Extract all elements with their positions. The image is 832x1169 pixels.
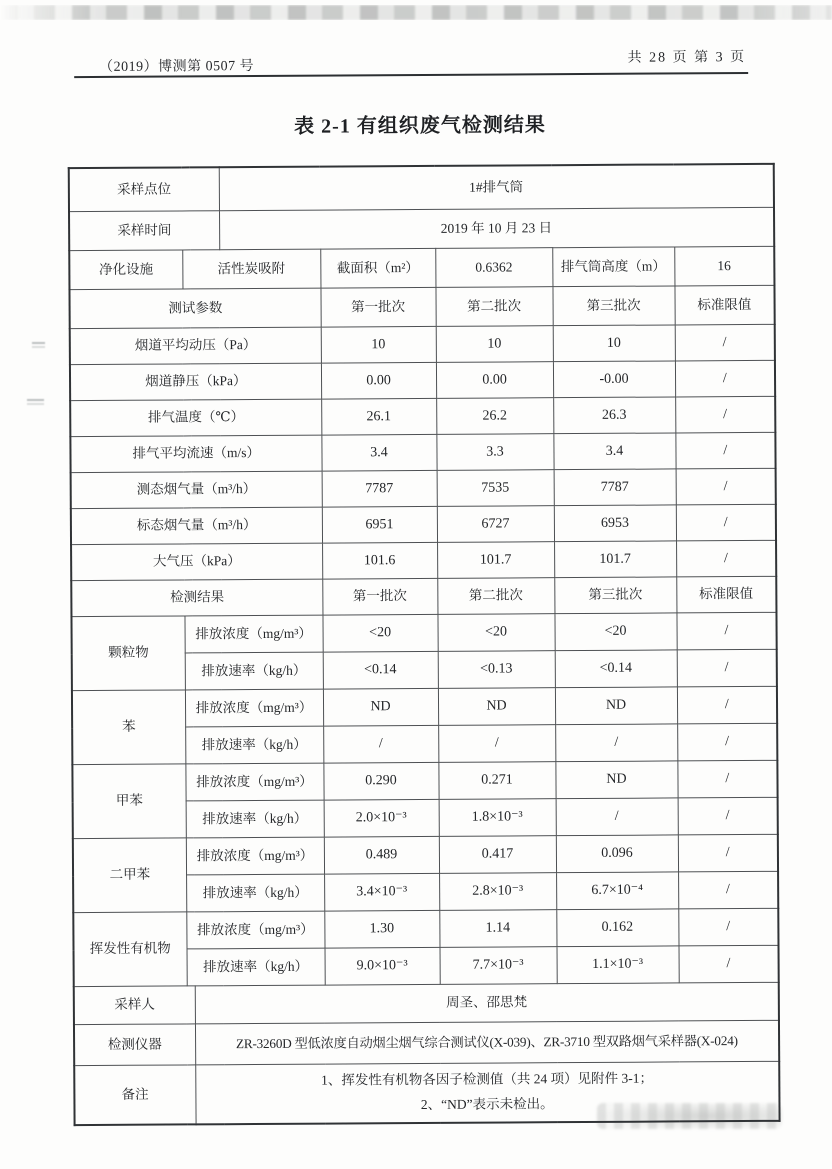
param-value-limit: /: [675, 324, 775, 361]
value-b3: <20: [554, 613, 676, 651]
value-b2: 1.8×10⁻³: [439, 799, 556, 837]
metric-label: 排放速率（kg/h）: [187, 948, 325, 986]
param-value-b3: 6953: [554, 505, 676, 542]
instrument-label: 检测仪器: [74, 1024, 195, 1066]
param-value-b2: 26.2: [436, 398, 553, 435]
params-batch1-header: 第一批次: [320, 287, 435, 327]
value-b2: 1.14: [439, 910, 556, 948]
value-b1: 0.489: [324, 836, 439, 874]
param-label: 烟道静压（kPa）: [70, 363, 321, 401]
param-label: 烟道平均动压（Pa）: [70, 327, 321, 365]
param-label: 标态烟气量（m³/h）: [71, 507, 322, 545]
remarks-label: 备注: [74, 1065, 195, 1125]
param-value-b3: -0.00: [553, 361, 675, 398]
value-b2: 7.7×10⁻³: [440, 947, 557, 985]
metric-label: 排放浓度（mg/m³）: [186, 911, 324, 949]
value-b3: ND: [555, 687, 677, 725]
stack-height-label: 排气筒高度（m）: [552, 247, 674, 287]
sampling-time-label: 采样时间: [69, 211, 219, 251]
table-title: 表 2-1 有组织废气检测结果: [294, 114, 546, 138]
param-value-b1: 0.00: [321, 362, 436, 399]
param-value-b1: 101.6: [322, 542, 437, 579]
row-param-measured-flow: [71, 468, 776, 508]
value-b2: 2.8×10⁻³: [439, 873, 556, 911]
value-b2: /: [438, 725, 555, 763]
metric-label: 排放浓度（mg/m³）: [185, 763, 323, 801]
value-b1: /: [323, 725, 438, 763]
value-limit: /: [678, 797, 778, 835]
row-benzene-concentration: [72, 686, 777, 727]
params-header-label: 测试参数: [69, 288, 320, 329]
param-value-b1: 7787: [322, 470, 437, 507]
row-voc-concentration: [73, 908, 778, 949]
sampling-point-label: 采样点位: [69, 167, 219, 211]
doc-number: （2019）博测第 0507 号: [99, 59, 255, 75]
scan-mark-left-1: [32, 342, 45, 344]
remarks-value: [195, 1061, 779, 1124]
value-b1: ND: [323, 688, 438, 726]
param-value-limit: /: [675, 396, 775, 433]
param-value-b1: 6951: [322, 506, 437, 543]
purification-label: 净化设施: [69, 250, 182, 290]
results-batch2-header: 第二批次: [437, 578, 554, 615]
value-b3: 1.1×10⁻³: [557, 946, 679, 984]
row-remarks: [74, 1061, 779, 1125]
param-value-limit: /: [676, 504, 776, 541]
metric-label: 排放速率（kg/h）: [185, 726, 323, 764]
value-limit: /: [678, 908, 778, 946]
params-limit-header: 标准限值: [674, 285, 774, 325]
value-b2: <0.13: [438, 651, 555, 689]
row-param-atmos-pressure: [71, 540, 776, 580]
report-table: [68, 163, 781, 1126]
value-b1: 0.290: [323, 762, 438, 800]
value-b3: /: [555, 724, 677, 762]
value-b1: 2.0×10⁻³: [324, 799, 439, 837]
pollutant-name: 二甲苯: [73, 838, 186, 913]
pollutant-name: 挥发性有机物: [73, 912, 186, 987]
value-b2: 0.417: [439, 836, 556, 874]
param-label: 排气平均流速（m/s）: [70, 435, 321, 473]
row-param-standard-flow: [71, 504, 776, 544]
row-param-velocity: [70, 432, 775, 472]
metric-label: 排放速率（kg/h）: [185, 652, 323, 690]
remark-line-2: 2、“ND”表示未检出。: [420, 1096, 554, 1113]
param-label: 测态烟气量（m³/h）: [71, 471, 322, 509]
sampler-label: 采样人: [74, 986, 195, 1025]
metric-label: 排放速率（kg/h）: [186, 874, 324, 912]
param-value-b1: 3.4: [321, 434, 436, 471]
params-batch3-header: 第三批次: [552, 286, 674, 326]
sampler-value: 周圣、邵思梵: [195, 982, 779, 1024]
value-b2: <20: [437, 614, 554, 652]
value-limit: /: [679, 945, 779, 983]
row-params-header: [69, 285, 774, 328]
value-limit: /: [677, 686, 777, 724]
value-b1: <20: [322, 614, 437, 652]
sampling-point-value: 1#排气筒: [219, 164, 774, 211]
value-limit: /: [677, 723, 777, 761]
value-limit: /: [676, 612, 776, 650]
param-value-limit: /: [675, 360, 775, 397]
row-param-temperature: [70, 396, 775, 436]
stack-height-value: 16: [674, 246, 774, 286]
param-value-b2: 0.00: [436, 362, 553, 399]
row-particulate-concentration: [71, 612, 776, 653]
row-sampling-point: [69, 164, 774, 212]
value-b1: 1.30: [324, 910, 439, 948]
page-number: 共 28 页 第 3 页: [627, 50, 747, 66]
purification-device: 活性炭吸附: [182, 249, 320, 289]
metric-label: 排放速率（kg/h）: [186, 800, 324, 838]
results-header-label: 检测结果: [71, 579, 322, 617]
value-limit: /: [678, 834, 778, 872]
row-sampling-time: [69, 207, 774, 250]
row-instrument: [74, 1020, 779, 1065]
sampling-time-value: 2019 年 10 月 23 日: [219, 207, 774, 249]
param-value-b3: 26.3: [553, 397, 675, 434]
results-limit-header: 标准限值: [676, 576, 776, 613]
page-content: [67, 44, 779, 1126]
value-b1: <0.14: [323, 651, 438, 689]
remark-line-1: 1、挥发性有机物各因子检测值（共 24 项）见附件 3-1；: [321, 1070, 654, 1088]
row-sampler: [74, 982, 779, 1024]
param-value-b2: 6727: [437, 506, 554, 543]
param-value-b2: 3.3: [436, 434, 553, 471]
param-value-b2: 10: [436, 326, 553, 363]
row-purification: [69, 246, 774, 289]
results-batch3-header: 第三批次: [554, 577, 676, 614]
param-label: 大气压（kPa）: [71, 543, 322, 581]
row-xylene-concentration: [73, 834, 778, 875]
metric-label: 排放浓度（mg/m³）: [185, 689, 323, 727]
param-value-b3: 10: [553, 325, 675, 362]
param-value-limit: /: [675, 432, 775, 469]
scan-mark-left-2: [27, 399, 44, 401]
value-b1: 3.4×10⁻³: [324, 873, 439, 911]
results-batch1-header: 第一批次: [322, 578, 437, 615]
param-label: 排气温度（℃）: [70, 399, 321, 437]
pollutant-name: 苯: [72, 690, 185, 765]
value-limit: /: [677, 649, 777, 687]
instrument-value: ZR-3260D 型低浓度自动烟尘烟气综合测试仪(X-039)、ZR-3710 型双路烟气采样器(X-024): [195, 1020, 779, 1065]
metric-label: 排放浓度（mg/m³）: [186, 837, 324, 875]
params-batch2-header: 第二批次: [435, 287, 552, 327]
value-limit: /: [677, 760, 777, 798]
scan-artifact-top: [0, 5, 832, 20]
row-param-static-pressure: [70, 360, 775, 400]
metric-label: 排放浓度（mg/m³）: [184, 615, 322, 653]
value-b3: ND: [555, 761, 677, 799]
param-value-limit: /: [676, 540, 776, 577]
param-value-b3: 3.4: [553, 433, 675, 470]
cross-section-label: 截面积（m²）: [320, 248, 435, 288]
param-value-b2: 101.7: [437, 542, 554, 579]
pollutant-name: 颗粒物: [71, 616, 184, 691]
value-b3: /: [556, 798, 678, 836]
value-b1: 9.0×10⁻³: [325, 947, 440, 985]
value-limit: /: [678, 871, 778, 909]
value-b3: 6.7×10⁻⁴: [556, 872, 678, 910]
row-toluene-concentration: [72, 760, 777, 801]
value-b3: 0.096: [556, 835, 678, 873]
page-header: [67, 44, 772, 76]
value-b2: ND: [438, 688, 555, 726]
param-value-b2: 7535: [437, 470, 554, 507]
param-value-b3: 101.7: [554, 541, 676, 578]
value-b3: <0.14: [555, 650, 677, 688]
value-b2: 0.271: [438, 762, 555, 800]
value-b3: 0.162: [556, 909, 678, 947]
row-param-dynamic-pressure: [70, 324, 775, 364]
pollutant-name: 甲苯: [72, 764, 185, 839]
row-results-header: [71, 576, 776, 616]
param-value-b3: 7787: [554, 469, 676, 506]
param-value-b1: 10: [321, 326, 436, 363]
cross-section-value: 0.6362: [435, 248, 552, 288]
param-value-b1: 26.1: [321, 398, 436, 435]
param-value-limit: /: [676, 468, 776, 505]
